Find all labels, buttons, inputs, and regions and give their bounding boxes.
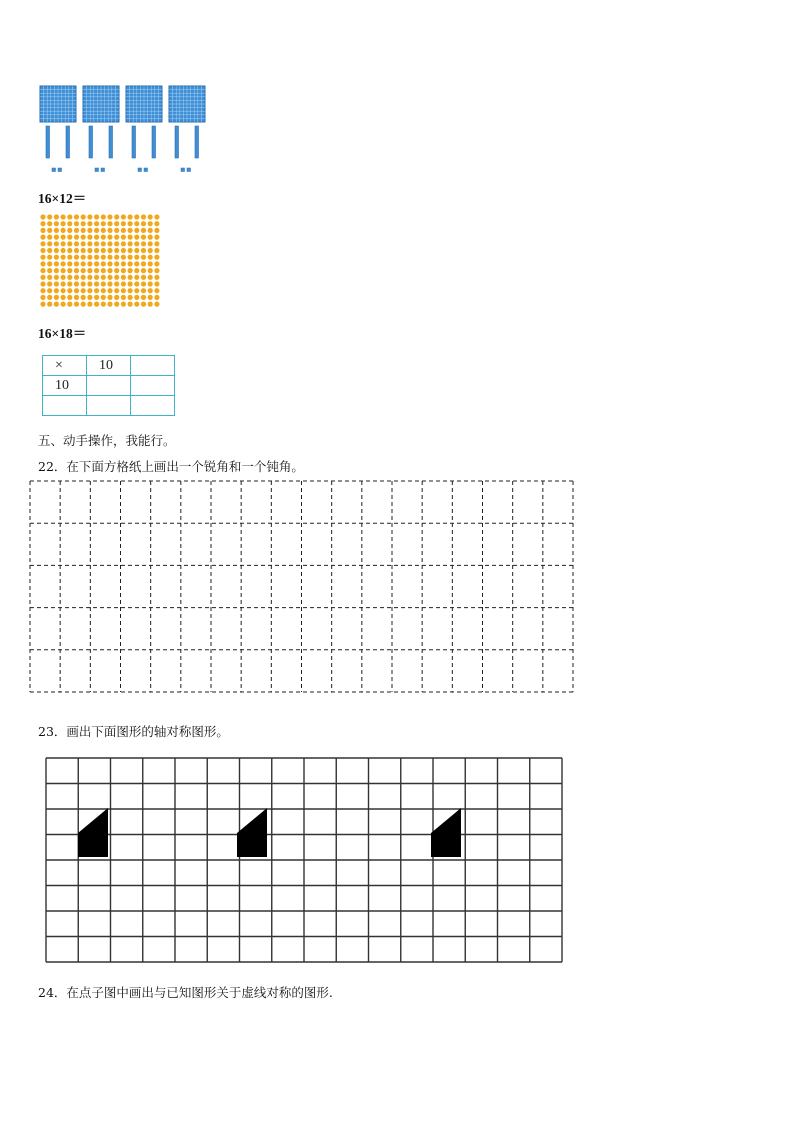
unit-cube: [58, 168, 62, 172]
ten-rod: [89, 126, 93, 158]
dot: [128, 235, 133, 240]
dot: [47, 281, 52, 286]
unit-cube: [101, 168, 105, 172]
dot: [148, 221, 153, 226]
black-trapezoid-shape: [78, 808, 108, 857]
expression-16x18: 16×18＝: [38, 326, 87, 341]
dot: [74, 235, 79, 240]
dot: [154, 241, 159, 246]
dot: [40, 248, 45, 253]
dot: [81, 235, 86, 240]
dot: [121, 268, 126, 273]
dot: [114, 255, 119, 260]
dot: [121, 248, 126, 253]
dot: [107, 275, 112, 280]
dot: [101, 295, 106, 300]
dot: [154, 275, 159, 280]
dot: [121, 241, 126, 246]
dot: [128, 295, 133, 300]
dot: [107, 295, 112, 300]
dot: [141, 281, 146, 286]
dot: [81, 221, 86, 226]
table-cell: [87, 396, 131, 416]
dot: [40, 288, 45, 293]
ten-rod: [132, 126, 136, 158]
dot: [114, 228, 119, 233]
question-23: 23．画出下面图形的轴对称图形。: [38, 724, 229, 739]
dot: [94, 281, 99, 286]
dot: [67, 288, 72, 293]
dot: [40, 281, 45, 286]
dot: [67, 281, 72, 286]
dot: [134, 261, 139, 266]
question-22: 22．在下面方格纸上画出一个锐角和一个钝角。: [38, 459, 304, 474]
dot: [87, 255, 92, 260]
dot: [40, 241, 45, 246]
table-cell: [131, 376, 175, 396]
table-cell: [131, 356, 175, 376]
dot: [67, 228, 72, 233]
dot: [61, 241, 66, 246]
dot: [128, 228, 133, 233]
dot: [107, 288, 112, 293]
ten-rod: [175, 126, 179, 158]
dot: [128, 241, 133, 246]
dot: [114, 241, 119, 246]
dot: [67, 214, 72, 219]
dot: [67, 275, 72, 280]
dot: [141, 295, 146, 300]
dot: [134, 228, 139, 233]
dot: [154, 302, 159, 307]
dot: [47, 228, 52, 233]
dot: [47, 248, 52, 253]
dot: [67, 241, 72, 246]
dot: [54, 288, 59, 293]
dot: [114, 268, 119, 273]
dot: [141, 235, 146, 240]
dot: [148, 214, 153, 219]
dot: [87, 302, 92, 307]
dot: [141, 214, 146, 219]
dot: [114, 214, 119, 219]
dot: [107, 228, 112, 233]
question-24: 24．在点子图中画出与已知图形关于虚线对称的图形.: [38, 985, 333, 1000]
dot: [101, 228, 106, 233]
dot: [101, 241, 106, 246]
dot: [87, 241, 92, 246]
hundred-block: [40, 86, 76, 122]
dot: [40, 295, 45, 300]
dot: [87, 288, 92, 293]
dot: [107, 248, 112, 253]
table-cell: 10: [87, 356, 131, 376]
table-cell: [131, 396, 175, 416]
dot: [101, 214, 106, 219]
hundred-block: [83, 86, 119, 122]
dot: [74, 255, 79, 260]
dot: [101, 288, 106, 293]
dot: [148, 228, 153, 233]
dot: [54, 235, 59, 240]
dot: [154, 235, 159, 240]
dot: [87, 214, 92, 219]
dot: [128, 302, 133, 307]
dot: [128, 268, 133, 273]
ten-rod: [195, 126, 199, 158]
dot: [148, 261, 153, 266]
table-cell: ×: [43, 356, 87, 376]
dot: [81, 302, 86, 307]
dot: [54, 261, 59, 266]
dot: [141, 288, 146, 293]
ten-rod: [152, 126, 156, 158]
dot: [81, 288, 86, 293]
dot: [94, 288, 99, 293]
hundred-block: [126, 86, 162, 122]
dot: [67, 302, 72, 307]
dot: [81, 261, 86, 266]
dot: [154, 268, 159, 273]
dot: [54, 302, 59, 307]
unit-cube: [95, 168, 99, 172]
dashed-grid-paper: [29, 480, 575, 694]
dot: [128, 275, 133, 280]
dot: [47, 235, 52, 240]
dot: [148, 295, 153, 300]
table-cell: 10: [43, 376, 87, 396]
dot: [47, 288, 52, 293]
dot: [154, 228, 159, 233]
dot: [121, 228, 126, 233]
dot: [148, 302, 153, 307]
ten-rod: [109, 126, 113, 158]
dot: [141, 228, 146, 233]
dot-array-figure: [40, 214, 164, 310]
dot: [101, 255, 106, 260]
base-ten-blocks-figure: [38, 84, 210, 176]
dot: [141, 275, 146, 280]
dot: [74, 214, 79, 219]
dot: [74, 288, 79, 293]
dot: [81, 241, 86, 246]
black-trapezoid-shape: [431, 808, 461, 857]
dot: [74, 302, 79, 307]
dot: [94, 268, 99, 273]
dot: [81, 281, 86, 286]
dot: [87, 248, 92, 253]
dot: [107, 261, 112, 266]
dot: [74, 268, 79, 273]
dot: [54, 281, 59, 286]
dot: [107, 281, 112, 286]
dot: [114, 261, 119, 266]
dot: [87, 281, 92, 286]
dot: [134, 221, 139, 226]
dot: [101, 275, 106, 280]
dot: [81, 268, 86, 273]
dot: [40, 221, 45, 226]
dot: [141, 261, 146, 266]
dot: [121, 302, 126, 307]
dot: [134, 268, 139, 273]
unit-cube: [144, 168, 148, 172]
dot: [94, 221, 99, 226]
dot: [107, 268, 112, 273]
dot: [94, 241, 99, 246]
unit-cube: [138, 168, 142, 172]
dot: [67, 255, 72, 260]
dot: [107, 221, 112, 226]
unit-cube: [181, 168, 185, 172]
dot: [134, 255, 139, 260]
dot: [101, 248, 106, 253]
dot: [154, 221, 159, 226]
expression-16x12: 16×12＝: [38, 191, 87, 206]
dot: [61, 302, 66, 307]
dot: [128, 288, 133, 293]
ten-rod: [46, 126, 50, 158]
dot: [154, 214, 159, 219]
dot: [67, 268, 72, 273]
dot: [134, 241, 139, 246]
dot: [121, 275, 126, 280]
dot: [154, 261, 159, 266]
dot: [107, 235, 112, 240]
dot: [148, 241, 153, 246]
ten-rod: [66, 126, 70, 158]
dot: [114, 288, 119, 293]
dot: [47, 255, 52, 260]
dot: [87, 235, 92, 240]
dot: [141, 248, 146, 253]
dot: [47, 268, 52, 273]
dot: [141, 255, 146, 260]
dot: [40, 235, 45, 240]
multiplication-table: [42, 355, 175, 416]
dot: [74, 261, 79, 266]
section-5-title: 五、动手操作，我能行。: [38, 433, 176, 448]
dot: [81, 275, 86, 280]
dot: [101, 302, 106, 307]
dot: [40, 261, 45, 266]
dot: [54, 214, 59, 219]
unit-cube: [187, 168, 191, 172]
dot: [141, 268, 146, 273]
dot: [54, 228, 59, 233]
dot: [107, 214, 112, 219]
dot: [148, 268, 153, 273]
dot: [101, 261, 106, 266]
dot: [94, 302, 99, 307]
dot: [40, 302, 45, 307]
dot: [87, 295, 92, 300]
dot: [47, 295, 52, 300]
black-trapezoid-shape: [237, 808, 267, 857]
dot: [61, 214, 66, 219]
symmetry-grid: [44, 756, 566, 964]
dot: [47, 275, 52, 280]
dot: [74, 228, 79, 233]
dot: [40, 255, 45, 260]
dot: [154, 248, 159, 253]
dot: [81, 295, 86, 300]
dot: [61, 255, 66, 260]
dot: [114, 302, 119, 307]
dot: [61, 295, 66, 300]
dot: [67, 261, 72, 266]
dot: [47, 261, 52, 266]
dot: [134, 302, 139, 307]
dot: [87, 261, 92, 266]
dot: [74, 221, 79, 226]
dot: [94, 228, 99, 233]
dot: [148, 288, 153, 293]
dot: [114, 221, 119, 226]
dot: [74, 275, 79, 280]
dot: [148, 275, 153, 280]
dot: [107, 241, 112, 246]
table-cell: [43, 396, 87, 416]
dot: [141, 241, 146, 246]
dot: [128, 214, 133, 219]
dot: [94, 275, 99, 280]
dot: [154, 288, 159, 293]
dot: [148, 281, 153, 286]
hundred-block: [169, 86, 205, 122]
dot: [54, 268, 59, 273]
dot: [121, 255, 126, 260]
table-cell: [87, 376, 131, 396]
dot: [40, 228, 45, 233]
dot: [94, 235, 99, 240]
dot: [54, 255, 59, 260]
dot: [101, 268, 106, 273]
dot: [54, 275, 59, 280]
dot: [134, 275, 139, 280]
dot: [134, 281, 139, 286]
dot: [114, 235, 119, 240]
dot: [121, 261, 126, 266]
dot: [47, 214, 52, 219]
dot: [141, 221, 146, 226]
dot: [121, 235, 126, 240]
dot: [114, 281, 119, 286]
dot: [54, 248, 59, 253]
dot: [101, 235, 106, 240]
dot: [61, 288, 66, 293]
dot: [134, 295, 139, 300]
dot: [87, 275, 92, 280]
dot: [154, 295, 159, 300]
dot: [87, 221, 92, 226]
unit-cube: [52, 168, 56, 172]
dot: [40, 268, 45, 273]
dot: [54, 221, 59, 226]
dot: [47, 221, 52, 226]
dot: [94, 248, 99, 253]
dot: [61, 275, 66, 280]
dot: [134, 214, 139, 219]
dot: [121, 221, 126, 226]
dot: [61, 228, 66, 233]
dot: [74, 241, 79, 246]
dot: [61, 281, 66, 286]
dot: [87, 228, 92, 233]
dot: [40, 275, 45, 280]
dot: [121, 295, 126, 300]
dot: [61, 261, 66, 266]
dot: [114, 275, 119, 280]
dot: [94, 255, 99, 260]
dot: [101, 221, 106, 226]
dot: [134, 288, 139, 293]
dot: [128, 221, 133, 226]
dot: [134, 235, 139, 240]
dot: [67, 295, 72, 300]
dot: [94, 261, 99, 266]
dot: [141, 302, 146, 307]
dot: [114, 295, 119, 300]
dot: [87, 268, 92, 273]
dot: [128, 261, 133, 266]
dot: [121, 281, 126, 286]
dot: [61, 235, 66, 240]
dot: [101, 281, 106, 286]
dot: [81, 255, 86, 260]
dot: [47, 241, 52, 246]
dot: [67, 235, 72, 240]
dot: [148, 235, 153, 240]
dot: [154, 281, 159, 286]
dot: [121, 288, 126, 293]
dot: [114, 248, 119, 253]
dot: [67, 248, 72, 253]
dot: [67, 221, 72, 226]
dot: [134, 248, 139, 253]
dot: [61, 268, 66, 273]
dot: [121, 214, 126, 219]
dot: [40, 214, 45, 219]
dot: [148, 255, 153, 260]
dot: [128, 248, 133, 253]
dot: [74, 295, 79, 300]
dot: [74, 248, 79, 253]
dot: [107, 255, 112, 260]
dot: [148, 248, 153, 253]
dot: [94, 295, 99, 300]
dot: [47, 302, 52, 307]
dot: [81, 228, 86, 233]
dot: [54, 295, 59, 300]
dot: [94, 214, 99, 219]
dot: [54, 241, 59, 246]
dot: [81, 214, 86, 219]
dot: [74, 281, 79, 286]
dot: [154, 255, 159, 260]
dot: [128, 281, 133, 286]
dot: [61, 221, 66, 226]
dot: [61, 248, 66, 253]
dot: [107, 302, 112, 307]
dot: [128, 255, 133, 260]
dot: [81, 248, 86, 253]
